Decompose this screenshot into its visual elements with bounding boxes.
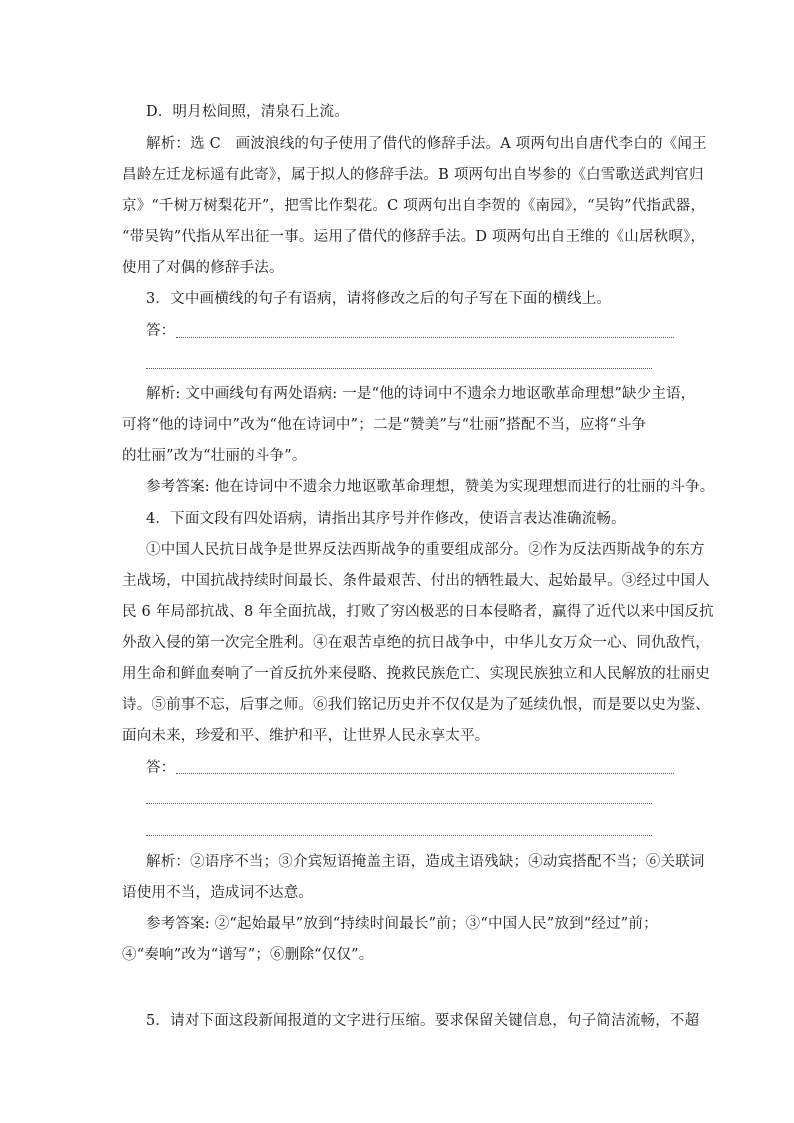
answer-line-q3-1[interactable] <box>176 337 674 338</box>
question-5-text: 5．请对下面这段新闻报道的文字进行压缩。要求保留关键信息，句子简洁流畅，不超 <box>146 1013 700 1029</box>
analysis-q4-line-2: 语使用不当，造成词不达意。 <box>122 885 314 901</box>
passage-line-6: 诗。⑤前事不忘，后事之师。⑥我们铭记历史并不仅仅是为了延续仇恨，而是要以史为鉴、 <box>122 697 710 713</box>
passage-line-3: 民 6 年局部抗战、8 年全面抗战，打败了穷凶极恶的日本侵略者，赢得了近代以来中国反抗 <box>122 604 714 620</box>
answer-line-q4-1[interactable] <box>176 773 674 774</box>
question-3-text: 3．文中画横线的句子有语病，请将修改之后的句子写在下面的横线上。 <box>146 291 612 307</box>
passage-line-1: ①中国人民抗日战争是世界反法西斯战争的重要组成部分。②作为反法西斯战争的东方 <box>146 542 705 558</box>
analysis-q3-line-1: 解析: 文中画线句有两处语病: 一是“他的诗词中不遗余力地讴歌革命理想”缺少主语， <box>146 386 696 402</box>
answer-line-q4-3[interactable] <box>146 835 652 836</box>
analysis-q2-line-3: 京》“千树万树梨花开”，把雪比作梨花。C 项两句出自李贺的《南园》，“吴钩”代指武器， <box>122 198 706 214</box>
option-d-text: D．明月松间照，清泉石上流。 <box>146 104 349 120</box>
answer-label-q3: 答： <box>146 323 176 339</box>
analysis-q3-line-3: 的壮丽”改为“壮丽的斗争”。 <box>122 448 307 464</box>
analysis-q2-line-4: “带吴钩”代指从军出征一事。运用了借代的修辞手法。D 项两句出自王维的《山居秋暝》， <box>122 229 706 245</box>
answer-line-q4-2[interactable] <box>146 803 652 804</box>
analysis-q2-line-1: 解析：选 C 画波浪线的句子使用了借代的修辞手法。A 项两句出自唐代李白的《闻王 <box>146 136 707 152</box>
analysis-q4-line-1: 解析：②语序不当；③介宾短语掩盖主语，造成主语残缺；④动宾搭配不当；⑥关联词 <box>146 854 705 870</box>
passage-line-5: 用生命和鲜血奏响了一首反抗外来侵略、挽救民族危亡、实现民族独立和人民解放的壮丽史 <box>122 666 710 682</box>
answer-line-q3-2[interactable] <box>146 368 652 369</box>
question-4-text: 4．下面文段有四处语病，请指出其序号并作修改，使语言表达准确流畅。 <box>146 511 626 527</box>
analysis-q2-line-5: 使用了对偶的修辞手法。 <box>122 260 284 276</box>
reference-answer-q4-line-1: 参考答案: ②“起始最早”放到“持续时间最长”前；③“中国人民”放到“经过”前； <box>146 916 658 932</box>
answer-label-q4: 答： <box>146 760 176 776</box>
passage-line-7: 面向未来，珍爱和平、维护和平，让世界人民永享太平。 <box>122 728 490 744</box>
analysis-q3-line-2: 可将“他的诗词中”改为“他在诗词中”；二是“赞美”与“壮丽”搭配不当，应将“斗争 <box>122 417 647 433</box>
reference-answer-q4-line-2: ④“奏响”改为“谱写”；⑥删除“仅仅”。 <box>122 947 374 963</box>
passage-line-2: 主战场，中国抗战持续时间最长、条件最艰苦、付出的牺牲最大、起始最早。③经过中国人 <box>122 573 710 589</box>
analysis-q2-line-2: 昌龄左迁龙标遥有此寄》，属于拟人的修辞手法。B 项两句出自岑参的《白雪歌送武判官归 <box>122 167 704 183</box>
reference-answer-q3: 参考答案: 他在诗词中不遗余力地讴歌革命理想，赞美为实现理想而进行的壮丽的斗争。 <box>146 479 715 495</box>
passage-line-4: 外敌入侵的第一次完全胜利。④在艰苦卓绝的抗日战争中，中华儿女万众一心、同仇敌忾， <box>122 635 710 651</box>
